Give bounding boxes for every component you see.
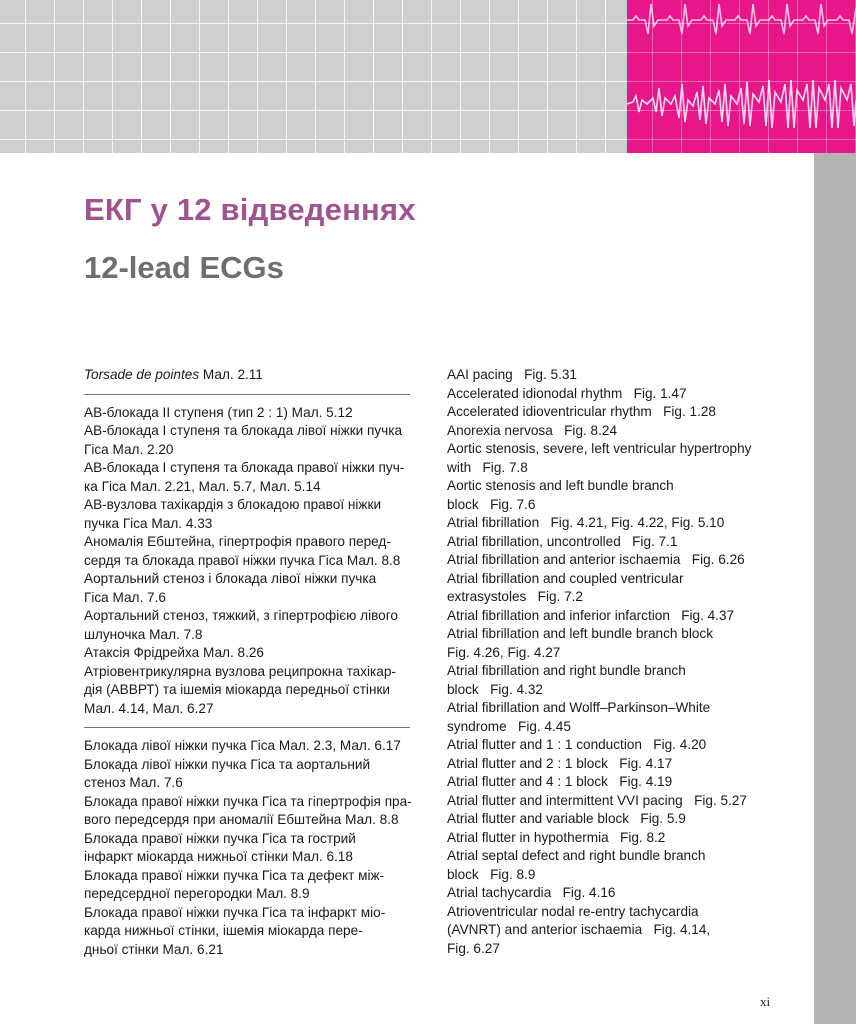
index-entry-line: with Fig. 7.8 [447, 459, 528, 475]
index-entry [447, 403, 787, 422]
index-entry-line: Гіса Мал. 7.6 [84, 589, 166, 605]
index-entry [447, 736, 787, 755]
index-entry-line: extrasystoles Fig. 7.2 [447, 589, 583, 604]
index-entry-line: Fig. 6.27 [447, 940, 500, 956]
index-entry [84, 570, 410, 607]
index-entry-line: Atrial flutter and 2 : 1 block Fig. 4.17 [447, 755, 673, 771]
index-entry-line: (AVNRT) and anterior ischaemia Fig. 4.14, [447, 922, 711, 937]
index-entry-line: дія (АВВРТ) та ішемія міокарда передньої стінки [84, 682, 390, 697]
index-entry-line: Anorexia nervosa Fig. 8.24 [447, 422, 618, 438]
index-entry [447, 755, 787, 774]
index-entry-line: АВ-вузлова тахікардія з блокадою правої ніжки [84, 497, 382, 512]
index-entry-line: block Fig. 8.9 [447, 866, 536, 882]
index-entry [84, 793, 410, 830]
index-entry [84, 644, 410, 663]
index-entry-line: Атріовентрикулярна вузлова реципрокна тахікар- [84, 663, 396, 679]
index-entry [84, 737, 410, 756]
index-entry [84, 663, 410, 719]
index-entry-line: Блокада правої ніжки пучка Гіса та дефект між- [84, 867, 385, 883]
index-entry [84, 533, 410, 570]
index-entry [84, 422, 410, 459]
index-entry-line: ка Гіса Мал. 2.21, Мал. 5.7, Мал. 5.14 [84, 478, 321, 494]
index-entry-line: Atrial fibrillation Fig. 4.21, Fig. 4.22, Fig. 5.10 [447, 515, 725, 530]
index-entry [447, 884, 787, 903]
index-entry-line: стеноз Мал. 7.6 [84, 775, 183, 790]
index-entry-line: block Fig. 7.6 [447, 496, 536, 512]
index-entry-line: AAI pacing Fig. 5.31 [447, 367, 577, 382]
index-entry-line: Fig. 4.26, Fig. 4.27 [447, 644, 561, 660]
index-entry [447, 366, 787, 385]
index-entry-line: Aortic stenosis, severe, left ventricular hypertrophy [447, 441, 752, 456]
index-entry-line: Блокада лівої ніжки пучка Гіса та аортальний [84, 756, 371, 772]
index-entry-line: Atrial fibrillation and Wolff–Parkinson–White [447, 700, 711, 715]
index-entry-term: Torsade de pointes [84, 367, 200, 382]
index-entry [84, 459, 410, 496]
index-entry [447, 773, 787, 792]
index-entry-line: Блокада лівої ніжки пучка Гіса Мал. 2.3, Мал. 6.17 [84, 738, 401, 753]
ecg-trace-panel [627, 0, 856, 153]
index-entry-line: Аортальний стеноз, тяжкий, з гіпертрофією лівого [84, 608, 398, 623]
index-entry [447, 570, 787, 607]
index-entry-line: Atrial flutter and intermittent VVI pacing Fig. 5.27 [447, 792, 747, 808]
index-entry-line: Мал. 4.14, Мал. 6.27 [84, 700, 214, 716]
index-entry-line: Atrial flutter and variable block Fig. 5.9 [447, 811, 686, 826]
index-entry-line: Aortic stenosis and left bundle branch [447, 478, 674, 493]
index-entry [447, 625, 787, 662]
index-entry-line: Atrial flutter and 4 : 1 block Fig. 4.19 [447, 774, 673, 789]
index-entry [447, 847, 787, 884]
index-entry-line: АВ-блокада І ступеня та блокада лівої ніжки пучка [84, 423, 403, 438]
index-entry [447, 699, 787, 736]
section-divider [84, 727, 410, 728]
side-tab-bar [814, 153, 856, 1024]
index-entry-reference: Мал. 2.11 [199, 367, 263, 382]
index-entry-line: пучка Гіса Мал. 4.33 [84, 515, 213, 531]
index-entry [447, 662, 787, 699]
index-entry-line: сердя та блокада правої ніжки пучка Гіса Мал. 8.8 [84, 552, 401, 568]
index-entry-line: Атаксія Фрідрейха Мал. 8.26 [84, 645, 264, 660]
index-entry-line: Блокада правої ніжки пучка Гіса та інфаркт міо- [84, 904, 386, 920]
index-entry-line: дньої стінки Мал. 6.21 [84, 941, 224, 957]
index-entry-line: Atrial fibrillation and left bundle branch block [447, 626, 713, 641]
index-entry [84, 867, 410, 904]
index-entry-line: Аномалія Ебштейна, гіпертрофія правого перед- [84, 534, 391, 549]
index-entry-line: Atrial septal defect and right bundle branch [447, 848, 706, 863]
index-column-left [84, 366, 410, 959]
chapter-title-english: 12-lead ECGs [84, 250, 284, 285]
index-entry [447, 440, 787, 477]
index-entry-line: передсердної перегородки Мал. 8.9 [84, 886, 310, 901]
index-entry-line: шлуночка Мал. 7.8 [84, 626, 203, 642]
index-entry [84, 904, 410, 960]
index-entry-line: АВ-блокада І ступеня та блокада правої ніжки пуч- [84, 460, 405, 475]
index-entry-line: Accelerated idioventricular rhythm Fig. 1.28 [447, 404, 716, 419]
index-entry-line: Блокада правої ніжки пучка Гіса та гіпертрофія пра- [84, 793, 412, 809]
index-entry-line: Atrioventricular nodal re-entry tachycardia [447, 903, 699, 919]
page-number: xi [760, 994, 771, 1009]
index-entry-line: Atrial fibrillation and coupled ventricular [447, 570, 684, 586]
index-entry [447, 385, 787, 404]
index-entry-line: Гіса Мал. 2.20 [84, 441, 174, 457]
index-entry-line: block Fig. 4.32 [447, 681, 543, 697]
index-entry [84, 607, 410, 644]
index-entry-line: Блокада правої ніжки пучка Гіса та гострий [84, 830, 356, 846]
index-entry [447, 422, 787, 441]
index-entry [447, 533, 787, 552]
index-entry-line: syndrome Fig. 4.45 [447, 718, 571, 734]
index-entry [447, 810, 787, 829]
index-entry [447, 903, 787, 959]
index-entry [447, 829, 787, 848]
index-entry [84, 830, 410, 867]
chapter-title-ukrainian: ЕКГ у 12 відведеннях [84, 192, 416, 227]
index-entry [84, 496, 410, 533]
index-entry [84, 756, 410, 793]
index-entry-line: Atrial fibrillation and right bundle branch [447, 663, 686, 678]
index-entry-line: Atrial fibrillation, uncontrolled Fig. 7.1 [447, 533, 678, 549]
index-entry-line: інфаркт міокарда нижньої стінки Мал. 6.18 [84, 849, 353, 864]
index-column-right [447, 366, 787, 958]
index-entry [447, 551, 787, 570]
index-entry [84, 366, 410, 385]
index-entry-line: Atrial flutter and 1 : 1 conduction Fig. 4.20 [447, 737, 707, 752]
index-entry-line: АВ-блокада ІІ ступеня (тип 2 : 1) Мал. 5.12 [84, 404, 353, 420]
index-entry [447, 477, 787, 514]
ecg-trace-graphic [627, 0, 856, 153]
index-entry-line: Atrial fibrillation and anterior ischaemia Fig. 6.26 [447, 552, 745, 567]
index-entry-line: Аортальний стеноз і блокада лівої ніжки пучка [84, 571, 377, 586]
index-entry [447, 607, 787, 626]
index-entry-line: Atrial fibrillation and inferior infarction Fig. 4.37 [447, 607, 735, 623]
index-entry [447, 514, 787, 533]
index-entry-line: карда нижньої стінки, ішемія міокарда пере- [84, 923, 363, 938]
index-entry [447, 792, 787, 811]
index-entry-line: вого передсердя при аномалії Ебштейна Мал. 8.8 [84, 812, 399, 827]
section-divider [84, 394, 410, 395]
index-entry-line: Atrial flutter in hypothermia Fig. 8.2 [447, 829, 666, 845]
index-entry-line: Accelerated idionodal rhythm Fig. 1.47 [447, 385, 687, 401]
index-entry-line: Atrial tachycardia Fig. 4.16 [447, 885, 616, 900]
index-entry [84, 404, 410, 423]
